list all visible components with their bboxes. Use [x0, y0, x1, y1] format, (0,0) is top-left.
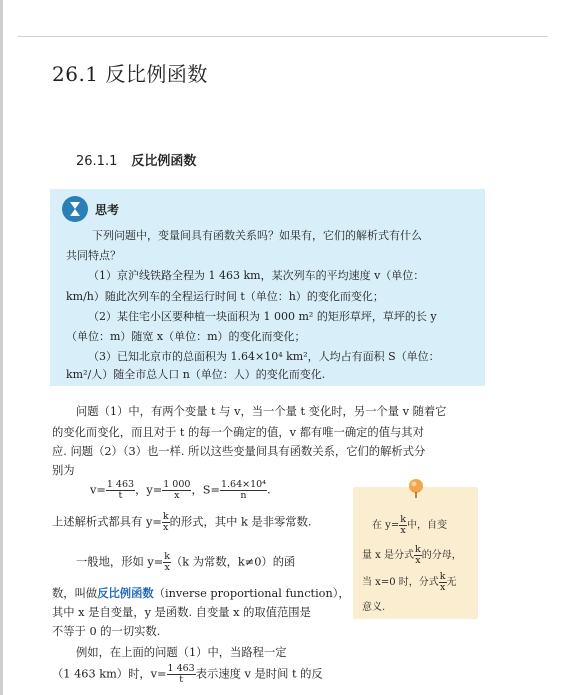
body-line-5 — [52, 512, 311, 533]
fraction-numerator: 1 000 — [163, 479, 191, 490]
body-line-8: 其中 x 是自变量，y 是函数. 自变量 x 的取值范围是 — [52, 606, 311, 619]
note-line-4: 意义. — [362, 602, 386, 613]
text: 的分母， — [421, 550, 462, 561]
fraction-numerator: 1 463 — [167, 663, 195, 674]
fraction — [163, 552, 171, 573]
fraction-denominator: x — [439, 582, 446, 593]
body-line-7 — [52, 585, 350, 601]
text: 无 — [446, 577, 457, 588]
note-line-2 — [362, 545, 462, 566]
section-number: 26.1.1 — [76, 154, 118, 169]
think-line-8: km²/人）随全市总人口 n（单位：人）的变化而变化. — [66, 368, 326, 381]
fraction — [414, 545, 422, 566]
fraction-numerator: k — [439, 571, 446, 582]
body-line-11 — [52, 664, 323, 685]
fraction-denominator: t — [179, 674, 184, 685]
fraction-numerator: k — [164, 551, 170, 562]
text: 表示速度 v 是时间 t 的反 — [195, 667, 323, 681]
think-line-6: （单位：m）随宽 x（单位：m）的变化而变化； — [66, 330, 306, 343]
fraction — [220, 480, 267, 501]
fraction-denominator: x — [400, 525, 406, 536]
think-line-3: （1）京沪线铁路全程为 1 463 km，某次列车的平均速度 v（单位： — [88, 269, 425, 282]
text: 上述解析式都具有 y= — [52, 515, 162, 529]
text: 中，自变 — [406, 520, 447, 531]
text: 数，叫做 — [52, 587, 98, 600]
body-line-2: 的变化而变化，而且对于 t 的每一个确定的值，v 都有唯一确定的值与其对 — [52, 426, 424, 439]
formula-s-lhs: S= — [202, 483, 220, 497]
text: 在 y= — [372, 520, 400, 531]
body-line-6 — [76, 552, 295, 573]
think-line-4: km/h）随此次列车的全程运行时间 t（单位：h）的变化而变化； — [66, 290, 384, 303]
fraction-denominator: x — [174, 490, 180, 501]
body-line-4: 别为 — [52, 464, 75, 477]
think-line-1: 下列问题中，变量间具有函数关系吗？如果有，它们的解析式有什么 — [92, 229, 422, 242]
text: 一般地，形如 y= — [76, 555, 164, 569]
fraction — [399, 515, 407, 536]
think-line-7: （3）已知北京市的总面积为 1.64×10⁴ km²，人均占有面积 S（单位： — [88, 350, 440, 363]
body-line-1: 问题（1）中，有两个变量 t 与 v，当一个量 t 变化时，另一个量 v 随着它 — [76, 405, 447, 418]
think-title: 思考 — [95, 203, 120, 217]
formula-v-lhs: v= — [90, 483, 106, 497]
think-line-2: 共同特点？ — [66, 249, 121, 262]
fraction-numerator: k — [400, 514, 406, 525]
formula-end: . — [266, 483, 271, 497]
top-rule — [18, 36, 548, 37]
formula-line — [90, 480, 271, 501]
fraction-denominator: n — [240, 490, 247, 501]
hourglass-icon — [62, 196, 88, 222]
fraction-numerator: 1.64×10⁴ — [220, 479, 266, 490]
text: 当 x=0 时，分式 — [362, 577, 439, 588]
fraction-denominator: x — [163, 522, 169, 533]
fraction-numerator: k — [415, 544, 421, 555]
separator: ， — [135, 483, 147, 497]
pushpin-icon — [405, 477, 427, 499]
fraction — [162, 512, 170, 533]
key-term: 反比例函数 — [97, 586, 154, 600]
fraction-denominator: x — [415, 555, 421, 566]
fraction-numerator: 1 463 — [106, 479, 135, 490]
fraction — [106, 480, 135, 501]
fraction — [167, 664, 196, 685]
body-line-3: 应. 问题（2）（3）也一样. 所以这些变量间具有函数关系，它们的解析式分 — [52, 445, 426, 458]
fraction-denominator: x — [164, 562, 170, 573]
fraction-denominator: t — [118, 490, 123, 501]
chapter-title: 26.1 反比例函数 — [52, 62, 208, 86]
fraction — [439, 572, 447, 593]
separator: ， — [191, 483, 203, 497]
text: 的形式，其中 k 是非零常数. — [169, 515, 312, 529]
body-line-9: 不等于 0 的一切实数. — [52, 625, 161, 638]
text: （k 为常数，k≠0）的函 — [171, 555, 296, 569]
fraction — [162, 480, 191, 501]
think-line-5: （2）某住宅小区要种植一块面积为 1 000 m² 的矩形草坪，草坪的长 y — [88, 310, 437, 323]
formula-y-lhs: y= — [146, 483, 163, 497]
body-line-10: 例如，在上面的问题（1）中，当路程一定 — [76, 646, 287, 659]
text: （1 463 km）时，v= — [52, 667, 167, 681]
text: （inverse proportional function）， — [153, 587, 350, 600]
section-name: 反比例函数 — [131, 154, 197, 169]
text: 量 x 是分式 — [362, 550, 414, 561]
fraction-numerator: k — [162, 511, 169, 522]
note-line-3 — [362, 572, 457, 593]
section-title — [76, 150, 196, 169]
page-edge — [0, 0, 3, 695]
note-line-1 — [372, 515, 447, 536]
